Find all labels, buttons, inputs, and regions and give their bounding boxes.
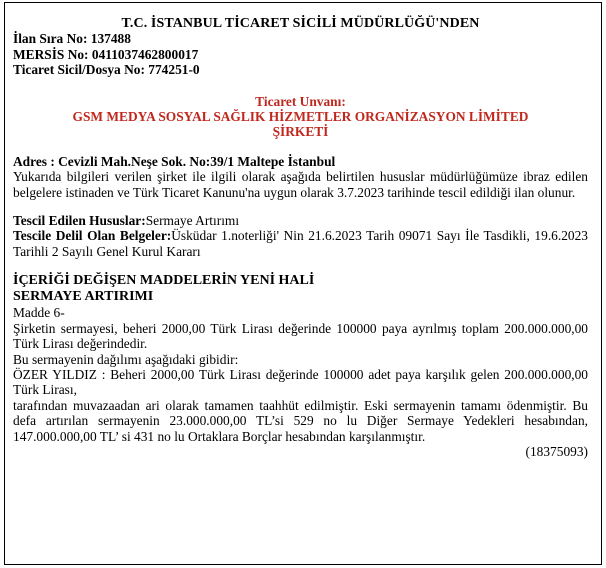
announcement-box	[4, 2, 602, 565]
ilan-sira-value: 137488	[90, 31, 131, 47]
evidence-documents	[13, 228, 588, 259]
articles-heading: İÇERİĞİ DEĞİŞEN MADDELERİN YENİ HALİ	[13, 273, 315, 289]
company-name-line1: GSM MEDYA SOSYAL SAĞLIK HİZMETLER ORGANİZASYON LİMİTED	[72, 109, 529, 125]
partner-paragraph: ÖZER YILDIZ : Beheri 2000,00 Türk Lirası değerinde 100000 adet paya karşılık gelen 200.000.000,00 Türk Lirası,	[13, 366, 588, 398]
sicil-label: Ticaret Sicil/Dosya No:	[13, 62, 145, 78]
evidence-documents-label: Tescile Delil Olan Belgeler:	[13, 228, 172, 244]
evidence-documents-value: Üsküdar 1.noterliği' Nin 21.6.2023 Tarih 09071 Sayı İle Tasdikli, 19.6.2023 Tarihli 2 Sayılı Genel Kurul Kararı	[13, 228, 588, 259]
registered-matters-label: Tescil Edilen Hususlar:	[13, 213, 146, 229]
mersis-label: MERSİS No:	[13, 46, 89, 62]
capital-increase-heading: SERMAYE ARTIRIMI	[13, 289, 154, 305]
registered-matters	[13, 213, 588, 228]
intro-paragraph: Yukarıda bilgileri verilen şirket ile ilgili olarak aşağıda belirtilen hususlar müdürlüğümüze ibraz edilen belgelere istinaden ve Türk Ticaret Kanunu'na uygun olarak 3.7.2023 tarihinde tescil edildiği ilan olunur.	[13, 169, 588, 200]
sicil-line	[13, 62, 588, 77]
reference-number: (18375093)	[525, 443, 588, 459]
capital-paragraph: Şirketin sermayesi, beheri 2000,00 Türk Lirası değerinde 100000 paya ayrılmış toplam 200.000.000,00 Türk Lirası değerindedir.	[13, 320, 588, 352]
article-number: Madde 6-	[13, 305, 65, 321]
spacer	[13, 78, 588, 94]
spacer	[13, 140, 588, 154]
spacer	[13, 259, 588, 273]
mersis-line	[13, 47, 588, 62]
distribution-intro: Bu sermayenin dağılımı aşağıdaki gibidir:	[13, 351, 239, 367]
company-title-label: Ticaret Unvanı:	[255, 93, 346, 109]
mersis-value: 0411037462800017	[91, 46, 199, 62]
ilan-sira-label: İlan Sıra No:	[13, 31, 88, 47]
company-name-line2: ŞİRKETİ	[272, 124, 329, 140]
registered-matters-value: Sermaye Artırımı	[145, 213, 240, 229]
sicil-value: 774251-0	[148, 62, 200, 78]
spacer	[13, 200, 588, 213]
registry-office-title: T.C. İSTANBUL TİCARET SİCİLİ MÜDÜRLÜĞÜ'NDEN	[121, 16, 480, 31]
commitment-paragraph: tarafından muvazaadan ari olarak tamamen taahhüt edilmiştir. Eski sermayenin tamamı ödenmiştir. Bu defa artırılan sermayenin 23.000.000,00 TL’si 529 no lu Diğer Sermaye Yedekleri hesabından, 147.000.000,00 TL’ si 431 no lu Ortaklara Borçlar hesabından karşılanmıştır.	[13, 397, 588, 444]
ilan-sira-line	[13, 31, 588, 46]
address: Adres : Cevizli Mah.Neşe Sok. No:39/1 Maltepe İstanbul	[13, 153, 336, 169]
